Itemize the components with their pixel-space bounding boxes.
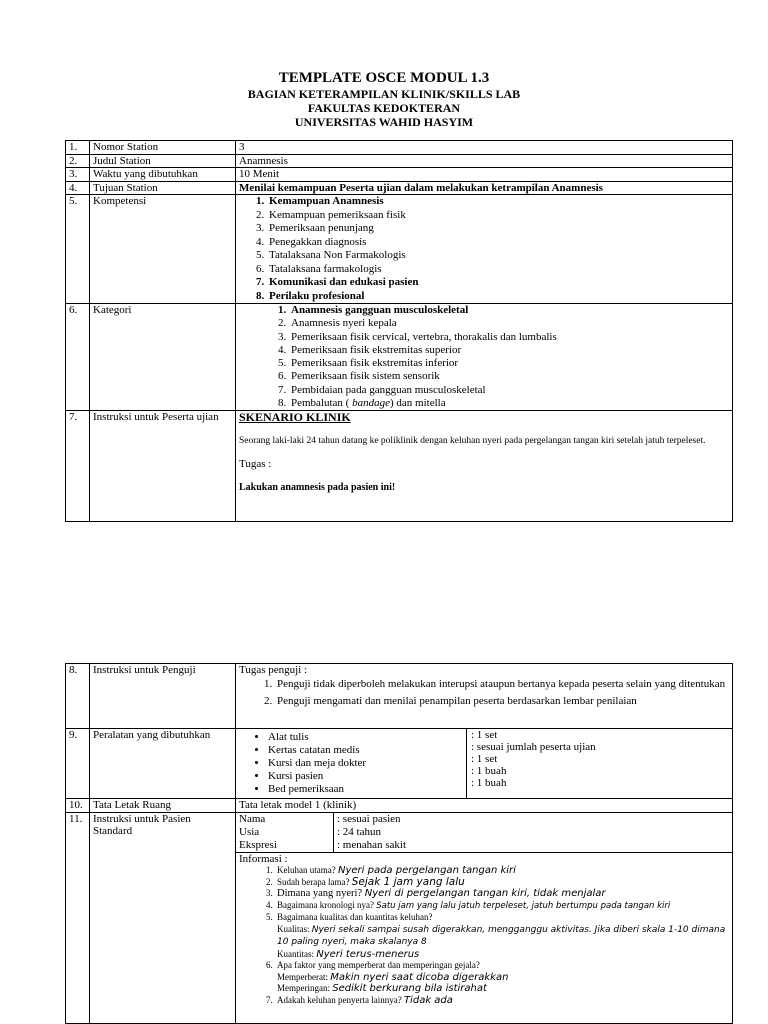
row-label: Nomor Station: [90, 141, 236, 155]
list-item: [275, 995, 732, 1007]
table-row: [66, 154, 733, 168]
task-text: Lakukan anamnesis pada pasien ini!: [239, 482, 396, 494]
list-item: 2. Penguji mengamati dan menilai penampilan peserta berdasarkan lembar penilaian: [275, 694, 729, 709]
row-label: Kategori: [90, 304, 236, 411]
item-italic-text: bandage: [352, 397, 390, 410]
field-value: : sesuai pasien: [337, 812, 401, 825]
field-key: Nama: [236, 813, 334, 826]
equipment-qty: : 1 buah: [471, 765, 507, 777]
row-value: Tata letak model 1 (klinik): [236, 799, 733, 813]
header-university: UNIVERSITAS WAHID HASYIM: [294, 115, 474, 129]
answer: Nyeri di pergelangan tangan kiri, tidak menjalar: [364, 888, 606, 899]
table-row: [66, 195, 733, 304]
scenario-text: Seorang laki-laki 24 tahun datang ke poliklinik dengan keluhan nyeri pada pergelangan tangan kiri setelah jatuh terpeleset.: [239, 435, 706, 446]
question: 6. Apa faktor yang memperberat dan memperingan gejala?: [277, 960, 480, 970]
list-item: [275, 865, 732, 877]
row-label: Waktu yang dibutuhkan: [90, 168, 236, 182]
scenario-cell: [236, 411, 733, 522]
sub-answer: [277, 983, 732, 995]
sub-label: Memperingan:: [277, 983, 333, 993]
item-text: ) dan mitella: [390, 397, 446, 410]
list-item: 7. Pembidaian pada gangguan musculoskeletal: [289, 384, 729, 397]
info-label: Informasi :: [239, 852, 288, 865]
answer: Sedikit berkurang bila istirahat: [332, 983, 487, 994]
sub-label: Kualitas:: [277, 923, 312, 934]
item-text: Pembalutan (: [291, 397, 353, 410]
row-number: 2.: [66, 154, 90, 168]
sub-label: Memperberat:: [277, 971, 331, 982]
list-item: 5. Tatalaksana Non Farmakologis: [267, 249, 729, 263]
list-item: • Alat tulis: [268, 731, 466, 744]
question: Keluhan utama?: [277, 865, 338, 875]
sub-answer: [277, 972, 732, 984]
list-item: 1. Anamnesis gangguan musculoskeletal: [289, 304, 729, 317]
category-list: [239, 304, 729, 410]
list-item: [275, 900, 732, 913]
answer: Sejak 1 jam yang lalu: [351, 875, 465, 888]
equipment-cell: [236, 729, 733, 799]
row-label: Instruksi untuk Penguji: [90, 664, 236, 729]
task-label: Tugas :: [239, 457, 272, 470]
row-label: Tujuan Station: [90, 181, 236, 195]
row-value: 3: [236, 141, 733, 155]
table-row: [236, 729, 732, 798]
list-item: 3. Pemeriksaan penunjang: [267, 222, 729, 236]
answer: Nyeri pada pergelangan tangan kiri: [337, 865, 516, 876]
list-item: 1. Kemampuan Anamnesis: [267, 195, 729, 209]
list-item: [275, 960, 732, 995]
examiner-intro: Tugas penguji :: [239, 664, 308, 676]
row-number: 6.: [66, 304, 90, 411]
list-item: • Kursi dan meja dokter: [268, 757, 466, 770]
list-item: 5. Pemeriksaan fisik ekstremitas inferior: [289, 357, 729, 370]
table-row: [66, 181, 733, 195]
table-row: [66, 664, 733, 729]
row-number: 9.: [66, 729, 90, 799]
table-row: [236, 813, 732, 826]
table-row: [66, 141, 733, 155]
examiner-list: [239, 677, 729, 709]
patient-cell: [236, 812, 733, 1023]
row-number: 4.: [66, 181, 90, 195]
question: Sudah berapa lama?: [277, 876, 352, 887]
list-item: 6. Pemeriksaan fisik sistem sensorik: [289, 370, 729, 383]
field-key: Ekspresi: [236, 839, 334, 853]
answer: Nyeri sekali sampai susah digerakkan, mengganggu aktivitas. Jika diberi skala 1-10 dimana 10 paling nyeri, maka skalanya 8: [277, 924, 726, 947]
field-key: Usia: [236, 826, 334, 839]
header-faculty: FAKULTAS KEDOKTERAN: [307, 101, 461, 115]
list-item: • Kertas catatan medis: [268, 744, 466, 757]
table-row: [236, 839, 732, 853]
patient-information: [236, 853, 732, 1007]
competency-list: [239, 195, 729, 303]
list-item: • Kursi pasien: [268, 770, 466, 783]
sub-answer: [277, 924, 732, 949]
patient-fields-table: [236, 813, 732, 853]
table-row: [66, 812, 733, 1023]
list-item: 6. Tatalaksana farmakologis: [267, 263, 729, 277]
field-value: : menahan sakit: [337, 838, 407, 851]
list-item: 7. Komunikasi dan edukasi pasien: [267, 276, 729, 290]
table-row: [66, 729, 733, 799]
answer: Makin nyeri saat dicoba digerakkan: [330, 971, 509, 983]
list-item: [275, 912, 732, 960]
row-label: Peralatan yang dibutuhkan: [90, 729, 236, 799]
row-number: 5.: [66, 195, 90, 304]
list-item: 1. Penguji tidak diperboleh melakukan interupsi ataupun bertanya kepada peserta selain yang ditentukan: [275, 677, 729, 692]
category-list-cell: [236, 304, 733, 411]
row-number: 3.: [66, 168, 90, 182]
competency-list-cell: [236, 195, 733, 304]
equipment-qty: : sesuai jumlah peserta ujian: [471, 741, 596, 753]
sub-answer: [277, 949, 732, 961]
row-value: 10 Menit: [236, 168, 733, 182]
row-number: 7.: [66, 411, 90, 522]
list-item: 4. Pemeriksaan fisik ekstremitas superior: [289, 344, 729, 357]
row-value: Menilai kemampuan Peserta ujian dalam melakukan ketrampilan Anamnesis: [236, 181, 733, 195]
list-item: [275, 877, 732, 889]
row-label: Judul Station: [90, 154, 236, 168]
examiner-cell: [236, 664, 733, 729]
list-item: 2. Anamnesis nyeri kepala: [289, 317, 729, 330]
list-item: • Bed pemeriksaan: [268, 783, 466, 796]
list-item: 8. Perilaku profesional: [267, 290, 729, 304]
equipment-table: [236, 729, 732, 798]
sub-label: Kuantitas:: [277, 948, 317, 959]
equipment-list: [236, 731, 466, 796]
question: Dimana yang nyeri?: [277, 888, 365, 899]
list-item: 2. Kemampuan pemeriksaan fisik: [267, 209, 729, 223]
row-number: 1.: [66, 141, 90, 155]
field-value: : 24 tahun: [337, 825, 381, 838]
answer: Tidak ada: [403, 994, 453, 1006]
table-row: [66, 799, 733, 813]
row-number: 11.: [66, 812, 90, 1023]
question: 5. Bagaimana kualitas dan kuantitas keluhan?: [277, 912, 433, 922]
document-header: [0, 70, 768, 129]
equipment-names: [236, 729, 467, 798]
row-label: Instruksi untuk Peserta ujian: [90, 411, 236, 522]
table-row: [66, 168, 733, 182]
row-label: Tata Letak Ruang: [90, 799, 236, 813]
question: Adakah keluhan penyerta lainnya?: [277, 994, 404, 1005]
row-label: Instruksi untuk Pasien Standard: [90, 812, 236, 1023]
header-department: BAGIAN KETERAMPILAN KLINIK/SKILLS LAB: [247, 87, 521, 101]
equipment-qty: : 1 buah: [471, 777, 507, 789]
list-item: [275, 888, 732, 900]
list-item: [289, 397, 729, 410]
osce-table-part-1: [65, 140, 733, 522]
document-title: TEMPLATE OSCE MODUL 1.3: [278, 70, 490, 86]
list-item: 3. Pemeriksaan fisik cervical, vertebra, thorakalis dan lumbalis: [289, 331, 729, 344]
equipment-qty: : 1 set: [471, 753, 498, 765]
equipment-quantities: [467, 729, 733, 798]
table-row: [236, 826, 732, 839]
row-label: Kompetensi: [90, 195, 236, 304]
table-row: [66, 304, 733, 411]
row-number: 10.: [66, 799, 90, 813]
answer: Nyeri terus-menerus: [316, 948, 420, 960]
question: Bagaimana kronologi nya?: [277, 899, 377, 910]
row-number: 8.: [66, 664, 90, 729]
equipment-qty: : 1 set: [471, 729, 498, 741]
table-row: [66, 411, 733, 522]
scenario-heading: SKENARIO KLINIK: [239, 410, 351, 425]
osce-table-part-2: [65, 663, 733, 1024]
answer: Satu jam yang lalu jatuh terpeleset, jatuh bertumpu pada tangan kiri: [376, 900, 671, 911]
info-list: [239, 865, 732, 1006]
row-value: Anamnesis: [236, 154, 733, 168]
list-item: 4. Penegakkan diagnosis: [267, 236, 729, 250]
